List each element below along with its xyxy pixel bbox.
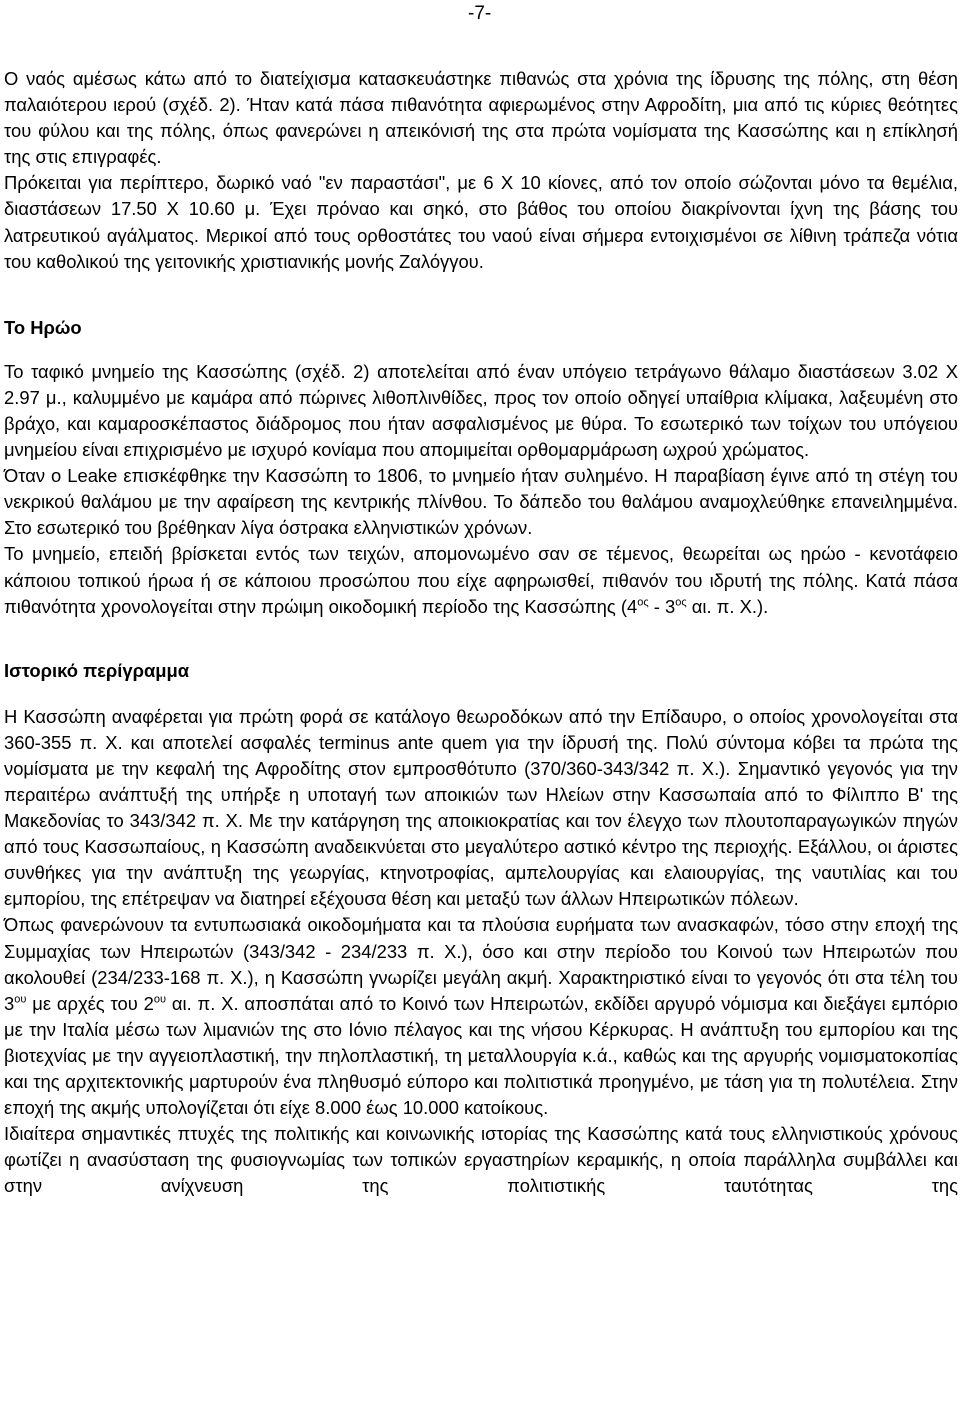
heroon-p3-text-end: αι. π. Χ.). — [686, 595, 769, 617]
heroon-paragraph-3 — [4, 541, 958, 619]
temple-paragraph-2: Πρόκειται για περίπτερο, δωρικό ναό "εν παραστάσι", με 6 Χ 10 κίονες, από τον οποίο σώζονται μόνο τα θεμέλια, διαστάσεων 17.50 Χ 10.60 μ. Έχει πρόναο και σηκό, στο βάθος του οποίου διακρίνονται ίχνη της βάσης του λατρευτικού αγάλματος. Μερικοί από τους ορθοστάτες του ναού είναι σήμερα εντοιχισμένοι σε λίθινη τράπεζα νότια του καθολικού της γειτονικής χριστιανικής μονής Ζαλόγγου. — [4, 172, 958, 272]
history-p2-text-end: αι. π. Χ. αποσπάται από το Κοινό των Ηπειρωτών, εκδίδει αργυρό νόμισμα και διεξάγει εμπόριο με την Ιταλία μέσω των λιμανιών της στο Ιόνιο πέλαγος και της νήσου Κέρκυρας. Η ανάπτυξη του εμπορίου και της βιοτεχνίας με την αγγειοπλαστική, την πηλοπλαστική, τη μεταλλουργία κ.ά., καθώς και της αργυρής νομισματοκοπίας και της αρχιτεκτονικής μαρτυρούν ένα πληθυσμό εύπορο και πολιτιστικά προηγμένο, με τάση για τη πολυτέλεια. Στην εποχή της ακμής υπολογίζεται ότι είχε 8.000 έως 10.000 κατοίκους. — [4, 992, 958, 1119]
history-p2-superscript-2: ου — [153, 993, 167, 1006]
history-p2-text-mid: με αρχές του 2 — [26, 992, 154, 1014]
history-p2-text-start: Όπως φανερώνουν τα εντυπωσιακά οικοδομήματα και τα πλούσια ευρήματα των ανασκαφών, τόσο στην εποχή της Συμμαχίας των Ηπειρωτών (343/342 - 234/233 π. Χ.), όσο και στην περίοδο του Κοινού των Ηπειρωτών που ακολουθεί (234/233-168 π. Χ.), η Κασσώπη γνωρίζει μεγάλη ακμή. Χαρακτηριστικό είναι το γεγονός ότι στα τέλη του 3 — [4, 914, 958, 1014]
heroon-p3-text-start: Το μνημείο, επειδή βρίσκεται εντός των τειχών, απομονωμένο σαν σε τέμενος, θεωρείται ως ηρώο - κενοτάφειο κάποιου τοπικού ήρωα ή σε κάποιου προσώπου που είχε αφηρωισθεί, πιθανόν του ιδρυτή της πόλης. Κατά πάσα πιθανότητα χρονολογείται στην πρώιμη οικοδομική περίοδο της Κασσώπης (4 — [4, 543, 958, 617]
history-paragraph-2 — [4, 912, 958, 1121]
heroon-paragraph-1: Το ταφικό μνημείο της Κασσώπης (σχέδ. 2) αποτελείται από έναν υπόγειο τετράγωνο θάλαμο διαστάσεων 3.02 Χ 2.97 μ., καλυμμένο με καμάρα από πώρινες λιθοπλινθίδες, προς τον οποίο οδηγεί υπαίθρια κλίμακα, λαξευμένη στο βράχο, και καμαροσκέπαστος διάδρομος που ήταν ασφαλισμένος με θύρα. Το εσωτερικό των τοίχων του υπόγειου μνημείου είναι επιχρισμένο με ισχυρό κονίαμα που απομιμείται ορθομαρμάρωση ωχρού χρώματος. — [4, 360, 958, 461]
history-paragraph-3: Ιδιαίτερα σημαντικές πτυχές της πολιτικής και κοινωνικής ιστορίας της Κασσώπης κατά τους ελληνιστικούς χρόνους φωτίζει η ανασύσταση της φυσιογνωμίας των τοπικών εργαστηρίων κεραμικής, η οποία παράλληλα συμβάλλει και στην ανίχνευση της πολιτιστικής ταυτότητας της — [4, 1123, 958, 1197]
heroon-p3-text-mid: - 3 — [648, 595, 676, 617]
history-heading: Ιστορικό περίγραμμα — [4, 659, 190, 681]
history-p2-superscript-1: ου — [14, 993, 27, 1006]
temple-paragraph-1: Ο ναός αμέσως κάτω από το διατείχισμα κατασκευάστηκε πιθανώς στα χρόνια της ίδρυσης της πόλης, στη θέση παλαιότερου ιερού (σχέδ. 2). Ήταν κατά πάσα πιθανότητα αφιερωμένος στην Αφροδίτη, μια από τις κύριες θεότητες του φύλου και της πόλης, όπως φανερώνει η απεικόνισή της στα πρώτα νομίσματα της Κασσώπης και η επίκλησή της στις επιγραφές. — [4, 68, 958, 168]
page-number: -7- — [468, 3, 492, 24]
heroon-p3-superscript-1: ος — [637, 595, 649, 608]
history-paragraph-1: Η Κασσώπη αναφέρεται για πρώτη φορά σε κατάλογο θεωροδόκων από την Επίδαυρο, ο οποίος χρονολογείται στα 360-355 π. Χ. και αποτελεί ασφαλές terminus ante quem για την ίδρυσή της. Πολύ σύντομα κόβει τα πρώτα της νομίσματα με την κεφαλή της Αφροδίτης στον εμπροσθότυπο (370/360-343/342 π. Χ.). Σημαντικό γεγονός για την περαιτέρω ανάπτυξή της υπήρξε η υποταγή των αποικιών των Ηλείων στην Κασσωπαία από το Φίλιππο Β' της Μακεδονίας το 343/342 π. Χ. Με την κατάργηση της αποικιοκρατίας και τον έλεγχο των πλουτοπαραγωγικών πηγών από τους Κασσωπαίους, η Κασσώπη αναδεικνύεται στο μεγαλύτερο αστικό κέντρο της περιοχής. Εξάλλου, οι άριστες συνθήκες για την ανάπτυξη της γεωργίας, κτηνοτροφίας, αμπελουργίας και ελαιουργίας, της ναυτιλίας και του εμπορίου, της επέτρεψαν να διατηρεί εξέχουσα θέση και μεταξύ των άλλων Ηπειρωτικών πόλεων. — [4, 705, 958, 910]
heroon-p3-superscript-2: ος — [675, 595, 687, 608]
document-body — [4, 66, 958, 1199]
heroon-heading: Το Ηρώο — [4, 316, 82, 338]
heroon-paragraph-2: Όταν ο Leake επισκέφθηκε την Κασσώπη το 1806, το μνημείο ήταν συλημένο. Η παραβίαση έγινε από τη στέγη του νεκρικού θαλάμου με την αφαίρεση της κεντρικής πλίνθου. Το δάπεδο του θαλάμου αναμοχλεύθηκε επανειλημμένα. Στο εσωτερικό του βρέθηκαν λίγα όστρακα ελληνιστικών χρόνων. — [4, 465, 958, 539]
